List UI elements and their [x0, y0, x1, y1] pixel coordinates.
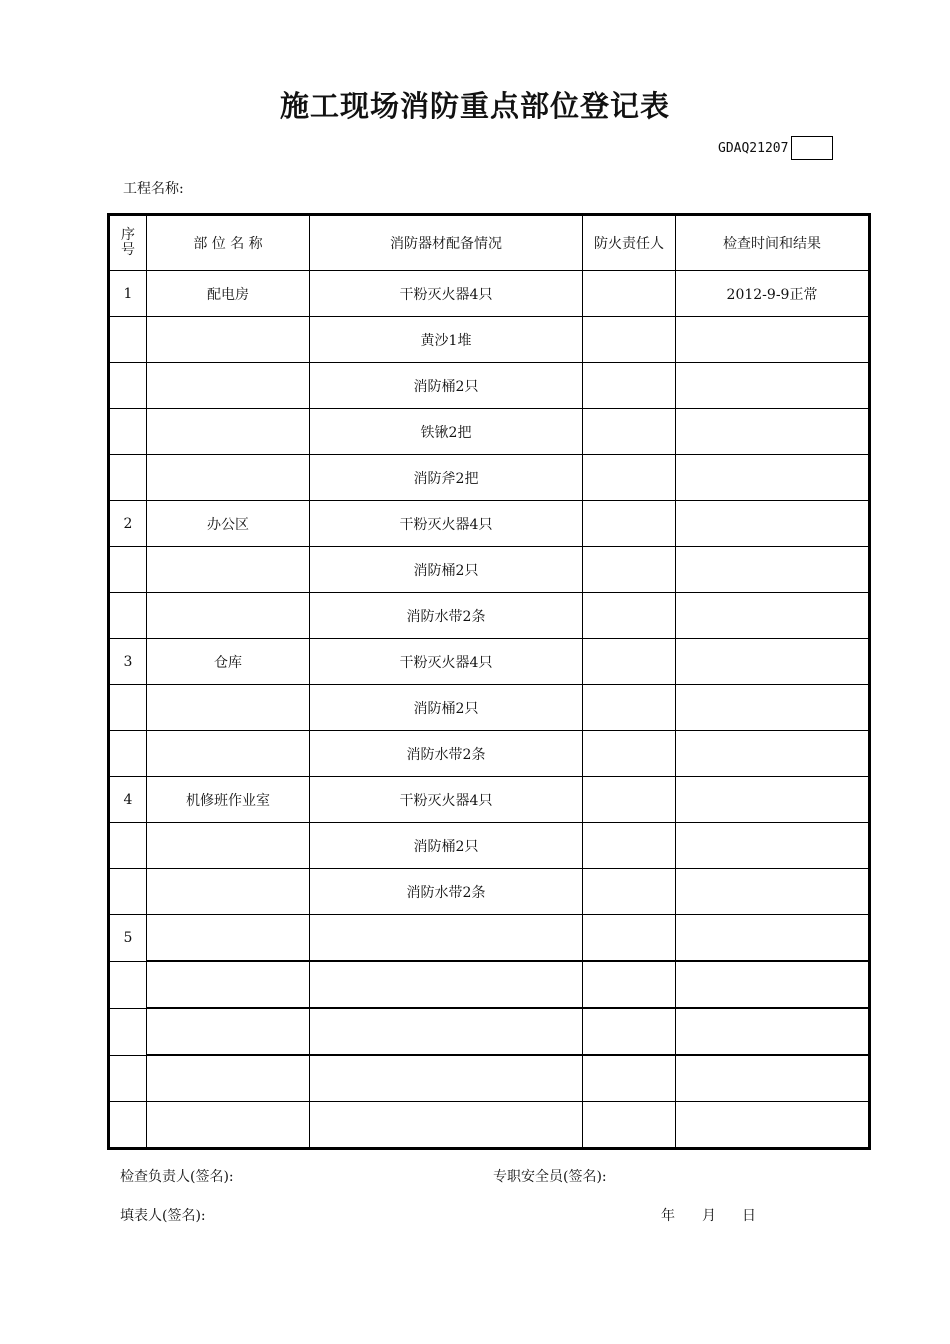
cell-equipment: 消防斧2把 [310, 455, 583, 501]
cell-responsible[interactable] [583, 915, 676, 962]
cell-inspection[interactable] [676, 915, 870, 962]
cell-responsible[interactable] [583, 409, 676, 455]
form-code-box[interactable] [791, 136, 833, 160]
cell-seq [109, 731, 147, 777]
cell-seq [109, 593, 147, 639]
cell-responsible[interactable] [583, 639, 676, 685]
table-row [109, 1102, 870, 1149]
cell-location [147, 1055, 310, 1102]
cell-inspection[interactable] [676, 1102, 870, 1149]
cell-seq [109, 317, 147, 363]
cell-equipment: 黄沙1堆 [310, 317, 583, 363]
cell-seq [109, 869, 147, 915]
cell-seq [109, 685, 147, 731]
cell-seq: 4 [109, 777, 147, 823]
date-year-label: 年 [661, 1208, 675, 1224]
cell-equipment: 干粉灭火器4只 [310, 501, 583, 547]
table-row [109, 1055, 870, 1102]
header-responsible: 防火责任人 [583, 215, 676, 271]
table-row [109, 455, 870, 501]
page-title: 施工现场消防重点部位登记表 [279, 89, 670, 123]
table-row [109, 869, 870, 915]
table-row [109, 547, 870, 593]
cell-equipment: 消防桶2只 [310, 685, 583, 731]
date-month-label: 月 [702, 1208, 716, 1224]
inspector-signature-label: 检查负责人(签名): [120, 1169, 234, 1185]
cell-location [147, 1102, 310, 1149]
filler-signature-label: 填表人(签名): [120, 1208, 206, 1224]
cell-equipment: 消防水带2条 [310, 731, 583, 777]
table-row [109, 731, 870, 777]
cell-responsible[interactable] [583, 547, 676, 593]
table-row [109, 409, 870, 455]
cell-responsible[interactable] [583, 823, 676, 869]
cell-location [147, 1008, 310, 1055]
cell-location [147, 455, 310, 501]
cell-equipment: 铁锹2把 [310, 409, 583, 455]
cell-seq [109, 1055, 147, 1102]
cell-location [147, 961, 310, 1008]
cell-equipment: 干粉灭火器4只 [310, 777, 583, 823]
cell-responsible[interactable] [583, 317, 676, 363]
cell-responsible[interactable] [583, 731, 676, 777]
cell-responsible[interactable] [583, 685, 676, 731]
cell-inspection[interactable] [676, 869, 870, 915]
cell-inspection[interactable] [676, 731, 870, 777]
cell-seq [109, 455, 147, 501]
cell-equipment [310, 1055, 583, 1102]
table-row [109, 317, 870, 363]
cell-seq [109, 547, 147, 593]
cell-equipment [310, 961, 583, 1008]
cell-inspection[interactable] [676, 639, 870, 685]
header-seq-bottom: 号 [121, 242, 135, 258]
date-day-label: 日 [742, 1208, 756, 1224]
table-row [109, 639, 870, 685]
cell-responsible[interactable] [583, 501, 676, 547]
cell-responsible[interactable] [583, 363, 676, 409]
table-row [109, 363, 870, 409]
safety-officer-signature-label: 专职安全员(签名): [493, 1169, 607, 1185]
cell-equipment: 消防桶2只 [310, 547, 583, 593]
header-seq-top: 序 [121, 227, 135, 243]
table-row [109, 915, 870, 962]
cell-location: 配电房 [147, 271, 310, 317]
cell-location [147, 685, 310, 731]
table-row [109, 961, 870, 1008]
form-code: GDAQ21207 [718, 140, 789, 156]
cell-responsible[interactable] [583, 271, 676, 317]
cell-inspection[interactable] [676, 823, 870, 869]
cell-responsible[interactable] [583, 1055, 676, 1102]
cell-location [147, 731, 310, 777]
cell-responsible[interactable] [583, 961, 676, 1008]
cell-inspection[interactable] [676, 363, 870, 409]
header-inspection: 检查时间和结果 [676, 215, 870, 271]
cell-location [147, 317, 310, 363]
cell-inspection[interactable] [676, 1055, 870, 1102]
form-code-group [718, 136, 833, 160]
table-row [109, 685, 870, 731]
cell-location: 机修班作业室 [147, 777, 310, 823]
cell-responsible[interactable] [583, 1008, 676, 1055]
cell-inspection[interactable] [676, 685, 870, 731]
cell-inspection[interactable] [676, 317, 870, 363]
cell-inspection[interactable] [676, 547, 870, 593]
cell-location [147, 869, 310, 915]
cell-inspection[interactable] [676, 777, 870, 823]
table-row [109, 777, 870, 823]
cell-inspection[interactable] [676, 961, 870, 1008]
cell-seq: 1 [109, 271, 147, 317]
cell-location [147, 409, 310, 455]
cell-equipment [310, 1102, 583, 1149]
registration-table [107, 213, 871, 1150]
cell-location [147, 363, 310, 409]
cell-seq [109, 823, 147, 869]
cell-inspection[interactable] [676, 593, 870, 639]
table-row [109, 501, 870, 547]
header-seq [109, 215, 147, 271]
cell-inspection[interactable] [676, 455, 870, 501]
cell-seq [109, 363, 147, 409]
cell-inspection[interactable] [676, 1008, 870, 1055]
cell-seq: 2 [109, 501, 147, 547]
cell-location: 办公区 [147, 501, 310, 547]
cell-seq [109, 961, 147, 1008]
project-name-label: 工程名称: [123, 181, 184, 197]
cell-equipment: 消防水带2条 [310, 593, 583, 639]
cell-responsible[interactable] [583, 777, 676, 823]
cell-responsible[interactable] [583, 1102, 676, 1149]
cell-inspection[interactable] [676, 501, 870, 547]
cell-responsible[interactable] [583, 593, 676, 639]
cell-seq [109, 1102, 147, 1149]
header-location: 部 位 名 称 [147, 215, 310, 271]
cell-inspection[interactable] [676, 409, 870, 455]
header-equipment: 消防器材配备情况 [310, 215, 583, 271]
cell-location: 仓库 [147, 639, 310, 685]
cell-seq: 3 [109, 639, 147, 685]
cell-seq [109, 409, 147, 455]
cell-equipment [310, 915, 583, 962]
cell-equipment: 消防水带2条 [310, 869, 583, 915]
cell-equipment: 干粉灭火器4只 [310, 639, 583, 685]
table-row [109, 1008, 870, 1055]
cell-equipment: 干粉灭火器4只 [310, 271, 583, 317]
table-row [109, 593, 870, 639]
cell-responsible[interactable] [583, 455, 676, 501]
cell-equipment [310, 1008, 583, 1055]
cell-seq: 5 [109, 915, 147, 962]
cell-location [147, 823, 310, 869]
cell-seq [109, 1008, 147, 1055]
cell-inspection[interactable]: 2012-9-9正常 [676, 271, 870, 317]
table-row [109, 823, 870, 869]
cell-location [147, 915, 310, 962]
cell-location [147, 593, 310, 639]
cell-location [147, 547, 310, 593]
cell-equipment: 消防桶2只 [310, 823, 583, 869]
cell-responsible[interactable] [583, 869, 676, 915]
cell-equipment: 消防桶2只 [310, 363, 583, 409]
table-header-row [109, 215, 870, 271]
table-row [109, 271, 870, 317]
